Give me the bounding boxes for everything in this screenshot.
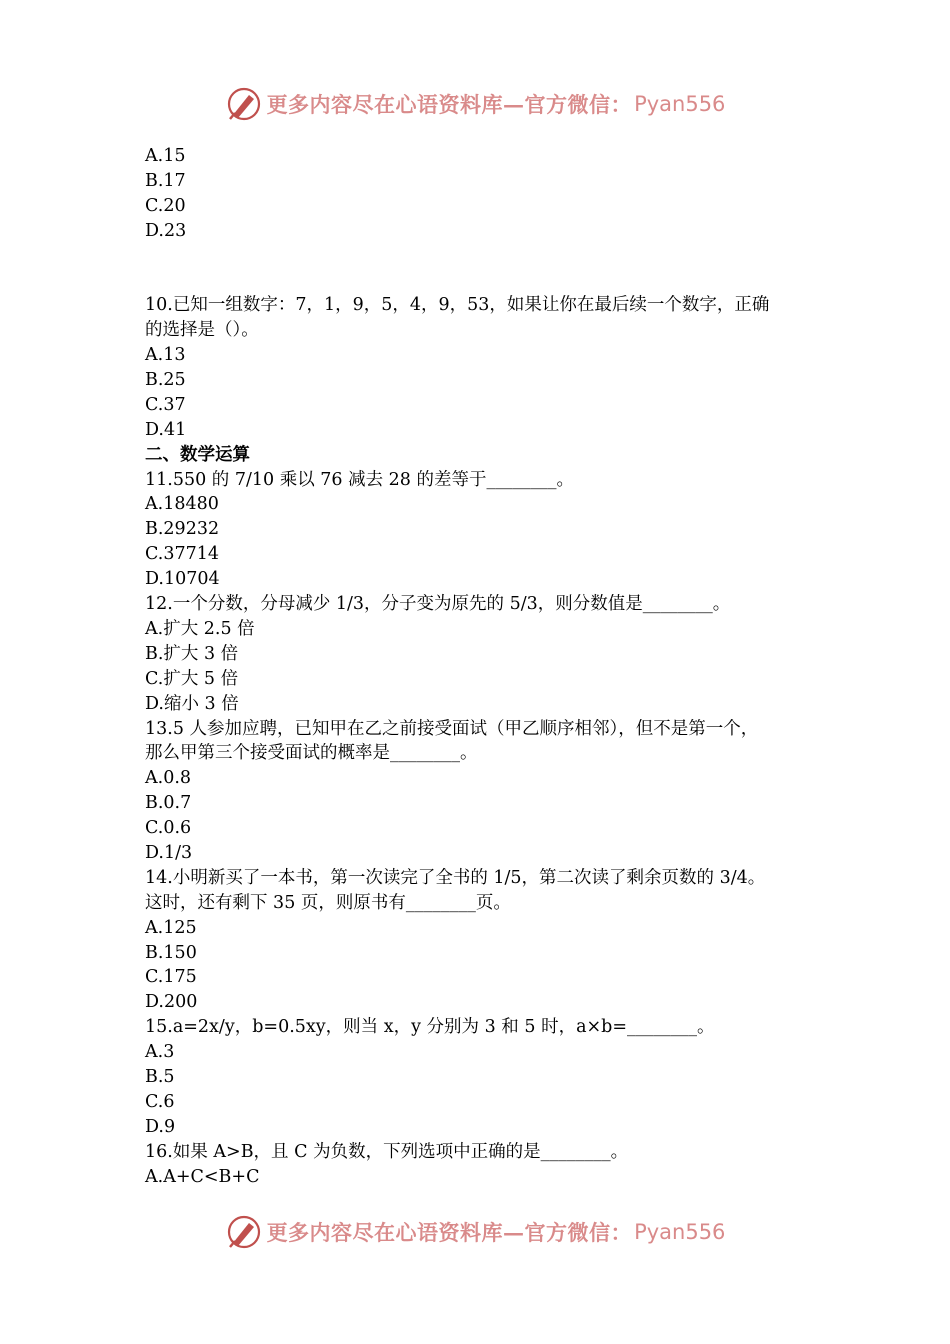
answer-option: C.175 [145, 967, 197, 988]
answer-option: B.29232 [145, 519, 220, 540]
answer-option: C.0.6 [145, 818, 192, 839]
question-text: 11.550 的 7/10 乘以 76 减去 28 的差等于________。 [145, 469, 575, 490]
answer-option: A.扩大 2.5 倍 [145, 618, 255, 639]
paragraph-gap [145, 244, 825, 294]
answer-option: D.缩小 3 倍 [145, 693, 239, 714]
answer-option: C.37 [145, 394, 186, 415]
answer-option: D.41 [145, 419, 187, 440]
answer-option: C.6 [145, 1091, 175, 1112]
answer-option: D.10704 [145, 569, 220, 590]
question-text: 15.a=2x/y，b=0.5xy，则当 x，y 分别为 3 和 5 时，a×b=________。 [145, 1017, 715, 1038]
answer-option: D.23 [145, 220, 187, 241]
pen-nib-logo-icon [225, 1213, 263, 1251]
answer-option: C.20 [145, 195, 186, 216]
question-text: 这时，还有剩下 35 页，则原书有________页。 [145, 892, 511, 913]
answer-option: B.150 [145, 942, 197, 963]
document-body [145, 144, 825, 1189]
answer-option: A.0.8 [145, 768, 192, 789]
banner-text: 更多内容尽在心语资料库—官方微信： [266, 1220, 633, 1245]
question-text: 10.已知一组数字：7，1，9，5，4，9，53，如果让你在最后续一个数字，正确 [145, 295, 770, 316]
answer-option: B.0.7 [145, 793, 192, 814]
question-text: 的选择是（）。 [145, 320, 259, 341]
answer-option: B.扩大 3 倍 [145, 643, 239, 664]
answer-option: A.125 [145, 917, 197, 938]
answer-option: C.37714 [145, 544, 219, 565]
header-banner [0, 83, 950, 125]
answer-option: A.15 [145, 146, 186, 166]
answer-option: C.扩大 5 倍 [145, 668, 239, 689]
pen-nib-logo-icon [225, 85, 263, 123]
banner-text: 更多内容尽在心语资料库—官方微信： [266, 92, 633, 117]
footer-banner [0, 1211, 950, 1253]
answer-option: B.25 [145, 370, 186, 391]
question-text: 16.如果 A>B，且 C 为负数，下列选项中正确的是________。 [145, 1141, 629, 1162]
question-text: 14.小明新买了一本书，第一次读完了全书的 1/5，第二次读了剩余页数的 3/4。 [145, 867, 766, 888]
question-text: 那么甲第三个接受面试的概率是________。 [145, 743, 478, 764]
answer-option: A.A+C<B+C [145, 1166, 260, 1187]
answer-option: B.5 [145, 1066, 175, 1087]
answer-option: A.3 [145, 1042, 175, 1063]
answer-option: D.200 [145, 992, 198, 1013]
answer-option: D.9 [145, 1116, 176, 1137]
section-heading: 二、数学运算 [145, 444, 250, 465]
answer-option: A.18480 [145, 494, 219, 515]
banner-wechat-id: Pyan556 [634, 92, 726, 116]
banner-wechat-id: Pyan556 [634, 1220, 726, 1244]
answer-option: B.17 [145, 170, 186, 191]
answer-option: D.1/3 [145, 842, 193, 863]
question-text: 12.一个分数，分母减少 1/3，分子变为原先的 5/3，则分数值是________。 [145, 594, 731, 615]
question-text: 13.5 人参加应聘，已知甲在乙之前接受面试（甲乙顺序相邻），但不是第一个， [145, 718, 759, 739]
answer-option: A.13 [145, 345, 186, 366]
